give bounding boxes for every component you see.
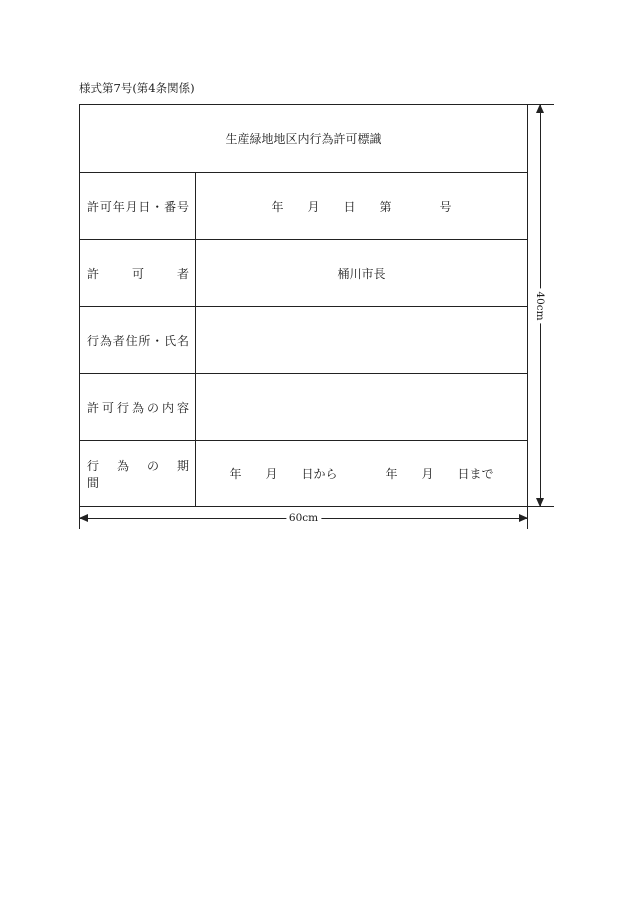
- width-dimension-label: 60cm: [286, 512, 321, 524]
- row-value: 年 月 日から 年 月 日まで: [229, 467, 494, 481]
- sign-title-row: [80, 105, 527, 172]
- height-dimension: [530, 104, 554, 507]
- row-value: [196, 307, 527, 373]
- row-label: 許可行為の内容: [80, 374, 196, 440]
- row-permit-date-number: [80, 172, 527, 239]
- width-dimension: [79, 507, 528, 531]
- row-value: [196, 374, 527, 440]
- height-dimension-label: 40cm: [534, 288, 546, 323]
- sign-table: [79, 104, 528, 507]
- arrow-left-icon: [79, 514, 88, 522]
- row-label: 行 為 の 期 間: [80, 441, 196, 506]
- row-permitter: [80, 239, 527, 306]
- row-action-period: [80, 440, 527, 506]
- row-permitted-action: [80, 373, 527, 440]
- row-value: 年 月 日 第 号: [271, 199, 452, 214]
- row-label: 許 可 者: [80, 240, 196, 306]
- arrow-right-icon: [519, 514, 528, 522]
- form-number-label: 様式第7号(第4条関係): [79, 81, 195, 95]
- row-value: 桶川市長: [337, 266, 386, 281]
- row-actor-address-name: [80, 306, 527, 373]
- sign-title: 生産緑地地区内行為許可標識: [225, 132, 382, 146]
- arrow-down-icon: [536, 498, 544, 507]
- arrow-up-icon: [536, 104, 544, 113]
- row-label: 許可年月日・番号: [80, 173, 196, 239]
- row-label: 行為者住所・氏名: [80, 307, 196, 373]
